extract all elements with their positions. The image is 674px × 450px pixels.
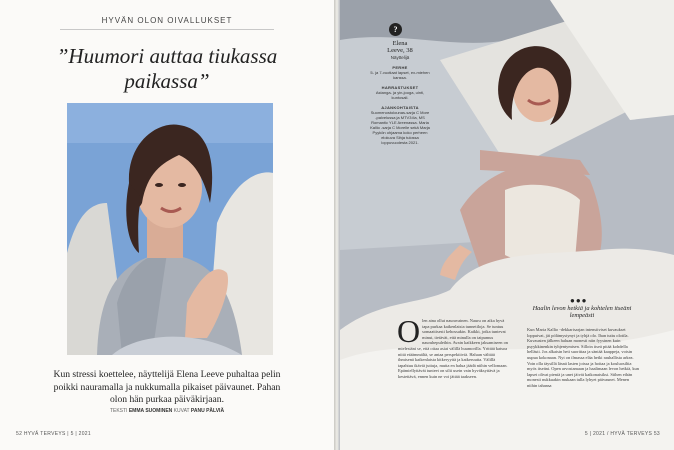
- profile-sidebar: [366, 25, 434, 149]
- profile-hobbies: Astanga- ja yin-jooga, uinti, kuntosali.: [375, 90, 425, 100]
- kicker-divider: [60, 29, 274, 30]
- section-kicker: HYVÄN OLON OIVALLUKSET: [101, 16, 233, 25]
- body-column-2: Kun Maria Kallio -dekkarisarjan intensiiviset kuvaukset loppuivat, jäi pölämystynyt ja tyhjä olo. Ihan tuttu olotila. Kuvausten jälkeen haluan monesti niin fyysinen kuin psyykkinenkin tyhjentymisen. Silloin itseä pitää kohdella hellästi. Jos alkaisin heti suorittaa ja säntää kaappeja, voisin uupua kokonaan. Nyt on ilmassa eläa hetki rauhallista arkea. Voin olla täysillä läsnä lasten joissa ja hoitaa ja kouluosiltia myös itseäni. Open arvostamaan ja haalimaan levon hetkiä, kun lapset olivat pieniä ja unet jäivät katkonaisiksi. Siihen eihän monesti nukkuakin mukaan tulla lyhyet päivaunet. Menen niihin tahansa: [527, 327, 639, 388]
- left-folio: 52 HYVÄ TERVEYS | 5 | 2021: [16, 431, 91, 437]
- profile-current: Suomenostolounas-sarja C More -palvelussa ja MTV3:lla, MS Romantic YLE Areenassa. Maria Kallio -sarja C Morelle sekä Marja Pyykön ohjaama koko perheen elokuva Sihja tulossa loppuvuodesta 2021.: [370, 110, 430, 145]
- body-text-1: len aina ollut nauravainen. Nauru on aika hyvä tapa purkaa kaikenlaisia tunnetiloja. Se tuntuu somaattisesti kehossakin. Kaikki, jotka tuntevat minut, tietävät, että minulla on taipumus nauruhepuleihin. Avain kaikkeen jaksamiseen on mielestäni se, että ottaa asiat välillä huumorilla. Yrittää katsoa niitä etäämmältä, se antaa perspektiiviä. Haluan välttää ihmisenä kaikenlaista kitkeryyttä ja katkeruutta. Välillä tapahtuu ikäviä juttuja, mutta en halua jäädä niihin vellomaan. Epämiellyttävät tunteet on silti usein vain hyväksyttävä ja kestettävä, ennen kuin ne voi jättää taakseen.: [398, 318, 508, 379]
- credit-photo-name: PANU PÄLVIÄ: [190, 408, 225, 414]
- profile-hobbies-heading: HARRASTUKSET: [381, 85, 419, 90]
- credit-text-label: TEKSTI: [109, 408, 128, 414]
- profile-family: 5- ja 7-vuotiaat lapset, ex-miehen kanssa.: [370, 70, 430, 80]
- body-column-1: [397, 313, 508, 380]
- right-folio: 5 | 2021 / HYVÄ TERVEYS 53: [584, 431, 660, 437]
- left-page: [0, 0, 334, 450]
- section-dots: ●●●: [570, 296, 588, 305]
- profile-family-heading: PERHE: [392, 65, 408, 70]
- portrait-photo: [67, 103, 273, 355]
- question-mark-badge: ?: [389, 23, 402, 36]
- profile-name-line2: Leeve, 38: [387, 47, 413, 54]
- headline: ”Huumori auttaa tiukassa paikassa”: [56, 44, 278, 93]
- profile-profession: Näyttelijä: [390, 55, 410, 60]
- profile-current-heading: AJANKOHTAISTA: [381, 105, 419, 110]
- profile-name-line1: Elena: [392, 40, 408, 47]
- lead-paragraph: Kun stressi koettelee, näyttelijä Elena Leeve puhaltaa pelin poikki nauramalla ja nukkumalla pikaiset päivaunet. Pahan olon hän purkaa päiväkirjaan.: [53, 369, 281, 405]
- drop-cap: O: [397, 313, 421, 349]
- right-page: [340, 0, 674, 450]
- credits: [50, 408, 284, 414]
- credit-text-name: EMMA SUOMINEN: [128, 408, 173, 414]
- credit-photo-label: KUVAT: [173, 408, 190, 414]
- subheading: Haalin levon hetkiä ja kohtelen itseäni lempeästi: [532, 305, 632, 319]
